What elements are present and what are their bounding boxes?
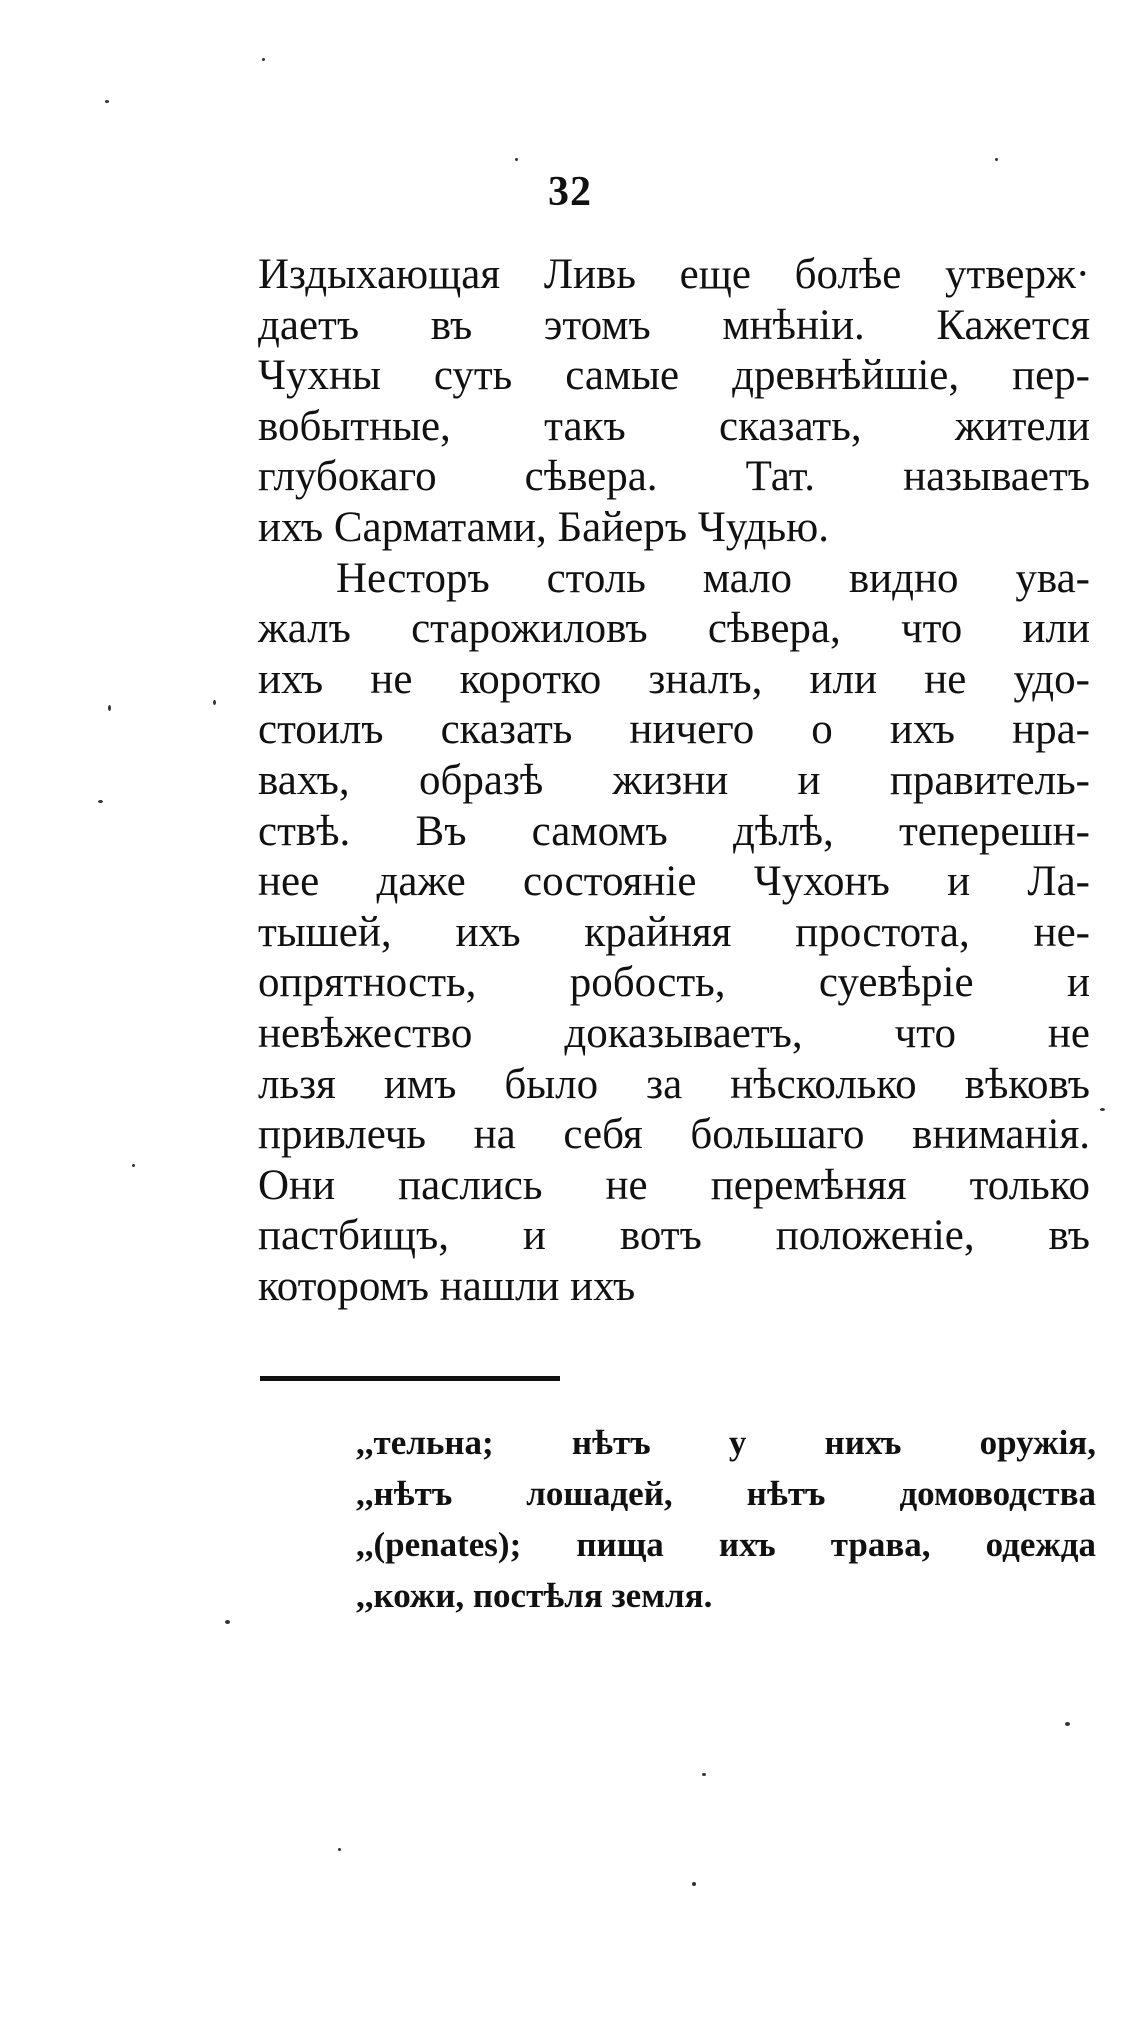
text-line: привлечь на себя большаго вниманія. (258, 1111, 1090, 1159)
page-number: 32 (548, 169, 592, 215)
scan-speck (995, 158, 998, 161)
scan-speck (702, 1773, 706, 1776)
scan-speck (338, 1848, 341, 1851)
scan-speck (108, 705, 111, 711)
scan-speck (1065, 1722, 1070, 1726)
text-line: глубокаго сѣвера. Тат. называетъ (258, 453, 1090, 501)
paragraph-start-line: Несторъ столь мало видно ува- (336, 554, 1090, 602)
text-line: ствѣ. Въ самомъ дѣлѣ, теперешн- (258, 807, 1090, 855)
text-line: Издыхающая Ливь еще болѣе утверж· (258, 251, 1090, 298)
text-line: ихъ Сарматами, Байеръ Чудью. (258, 503, 829, 551)
text-line: нее даже состояніе Чухонъ и Ла- (258, 858, 1090, 906)
text-line: опрятность, робость, суевѣріе и (258, 959, 1090, 1007)
scan-speck (132, 1164, 135, 1167)
text-line: вахъ, образѣ жизни и правитель- (258, 756, 1090, 804)
footnote-line: ,,нѣтъ лошадей, нѣтъ домоводства (356, 1474, 1096, 1513)
text-line: тышей, ихъ крайняя простота, не- (258, 908, 1090, 956)
text-line: Они паслись не перемѣняя только (258, 1161, 1090, 1209)
scan-speck (105, 100, 109, 103)
scan-speck (692, 1882, 696, 1886)
main-text-block (258, 250, 1090, 1312)
scan-speck (213, 700, 216, 705)
text-line: даетъ въ этомъ мнѣніи. Кажется (258, 301, 1090, 349)
text-line: невѣжество доказываетъ, что не (258, 1009, 1090, 1057)
text-line: ихъ не коротко зналъ, или не удо- (258, 655, 1090, 703)
scan-speck (515, 158, 518, 161)
text-line: стоилъ сказать ничего о ихъ нра- (258, 706, 1090, 754)
scan-speck (262, 58, 265, 61)
text-line: которомъ нашли ихъ (258, 1262, 636, 1310)
text-line: жалъ старожиловъ сѣвера, что или (258, 605, 1090, 653)
footnote-line: ,,(penates); пища ихъ трава, одежда (356, 1525, 1096, 1564)
footnote-block (356, 1417, 1096, 1621)
text-line: Чухны суть самые древнѣйшіе, пер- (258, 352, 1090, 400)
text-line: пастбищъ, и вотъ положеніе, въ (258, 1212, 1090, 1260)
footnote-divider (260, 1376, 560, 1381)
footnote-line: ,,кожи, постѣля земля. (356, 1576, 713, 1615)
text-line: льзя имъ было за нѣсколько вѣковъ (258, 1060, 1090, 1108)
footnote-line: ,,тельна; нѣтъ у нихъ оружія, (356, 1423, 1096, 1462)
scan-speck (1100, 1108, 1105, 1111)
scan-speck (225, 1620, 230, 1624)
scan-speck (98, 800, 103, 803)
text-line: вобытные, такъ сказать, жители (258, 402, 1090, 450)
